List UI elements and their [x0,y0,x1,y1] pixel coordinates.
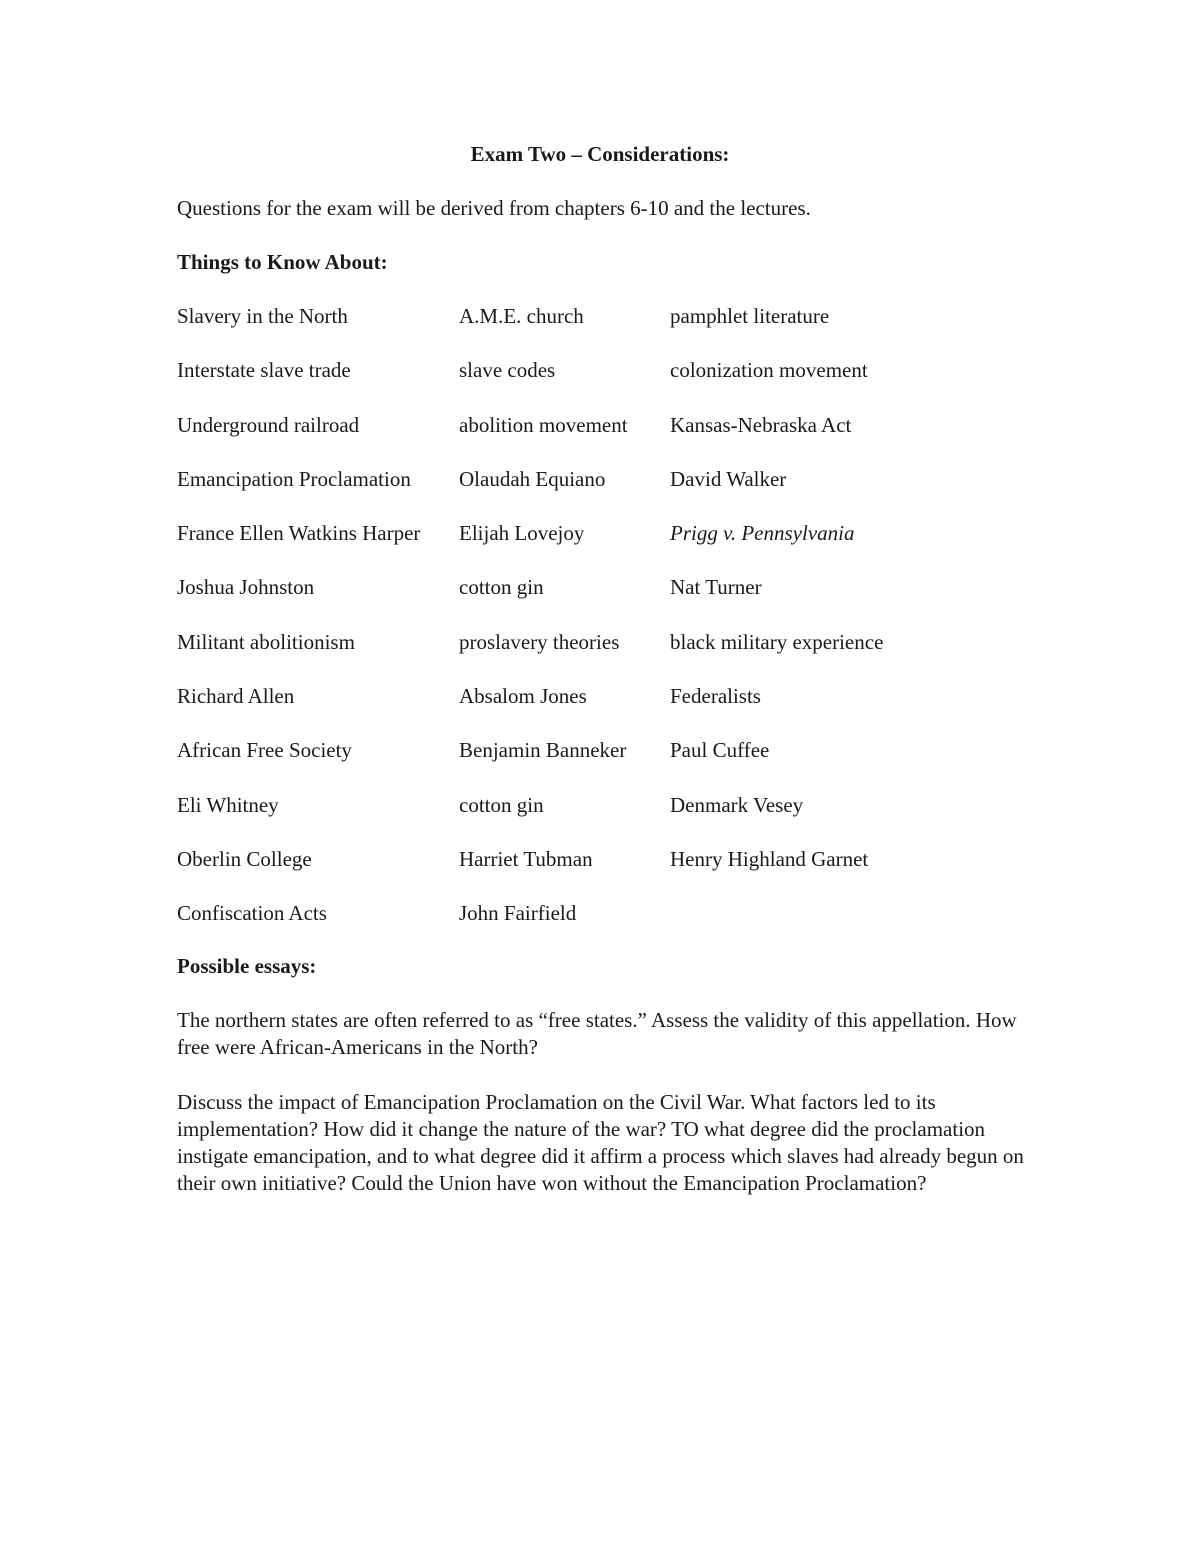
term-item: John Fairfield [459,901,577,926]
term-item: Nat Turner [670,575,762,600]
intro-text: Questions for the exam will be derived from chapters 6-10 and the lectures. [177,196,811,220]
term-item: Harriet Tubman [459,846,593,871]
essay-question: The northern states are often referred to as “free states.” Assess the validity of this appellation. How free were African-Americans in the North? [177,1008,1017,1059]
term-item: Eli Whitney [177,792,279,817]
term-item: Militant abolitionism [177,629,355,654]
term-item: colonization movement [670,358,868,383]
term-item: African Free Society [177,738,352,763]
term-item: Absalom Jones [459,684,587,709]
term-item: Federalists [670,684,761,709]
term-item: Olaudah Equiano [459,466,606,491]
term-item: cotton gin [459,575,544,600]
term-item: France Ellen Watkins Harper [177,521,421,546]
term-item: Oberlin College [177,846,312,871]
term-row [177,467,937,521]
terms-grid [177,304,937,956]
term-item: Paul Cuffee [670,738,770,763]
term-row [177,358,937,412]
term-item: Denmark Vesey [670,792,804,817]
term-item-case-name: Prigg v. Pennsylvania [670,521,855,546]
term-row [177,630,937,684]
term-item: Confiscation Acts [177,901,327,926]
term-row [177,304,937,358]
term-item: abolition movement [459,412,628,437]
term-row [177,684,937,738]
term-item: Henry Highland Garnet [670,846,869,871]
term-item: Slavery in the North [177,304,348,328]
term-row [177,575,937,629]
term-item: Joshua Johnston [177,575,315,600]
term-row [177,521,937,575]
term-item: cotton gin [459,792,544,817]
term-row [177,738,937,792]
term-item: Richard Allen [177,684,295,709]
term-item: Kansas-Nebraska Act [670,412,852,437]
term-row [177,793,937,847]
term-item: David Walker [670,466,787,491]
document-title: Exam Two – Considerations: [470,142,730,166]
term-row [177,413,937,467]
term-item: proslavery theories [459,629,620,654]
term-item: Emancipation Proclamation [177,466,411,491]
term-item: Elijah Lovejoy [459,521,585,546]
term-row [177,847,937,901]
term-item: Interstate slave trade [177,358,351,383]
term-item: pamphlet literature [670,304,830,328]
term-item: slave codes [459,358,556,383]
essay-question: Discuss the impact of Emancipation Proclamation on the Civil War. What factors led to its implementation? How did it change the nature of the war? TO what degree did the proclamation instigate emancipation, and to what degree did it affirm a process which slaves had already begun on their own initiative? Could the Union have won without the Emancipation Proclamation? [177,1090,1024,1195]
term-item: Underground railroad [177,412,360,437]
term-item: Benjamin Banneker [459,738,627,763]
term-row [177,901,937,955]
essays-heading: Possible essays: [177,954,317,978]
term-item: black military experience [670,629,884,654]
things-heading: Things to Know About: [177,250,388,274]
term-item: A.M.E. church [459,304,584,328]
